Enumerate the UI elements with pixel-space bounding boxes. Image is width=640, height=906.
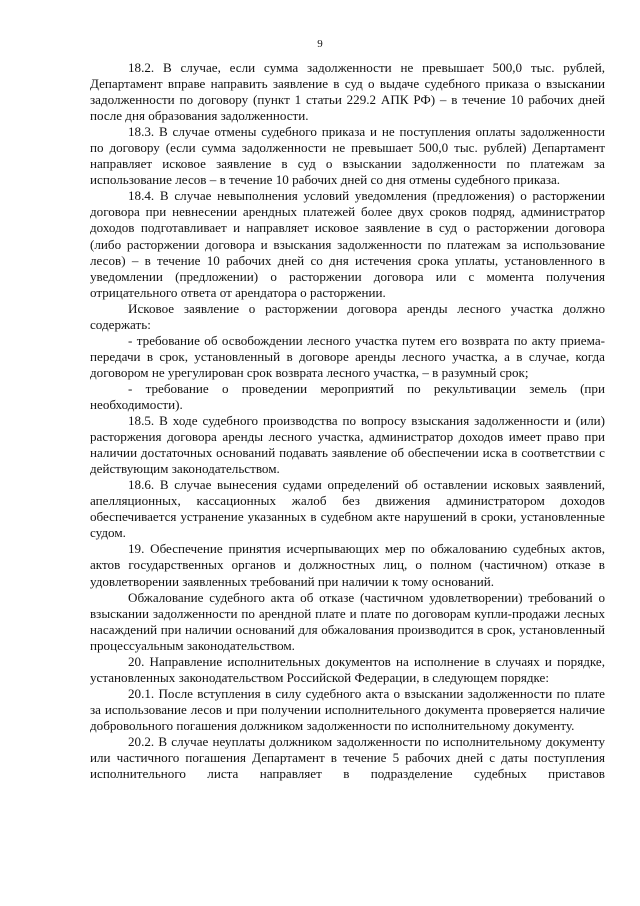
page-number: 9 xyxy=(317,38,323,50)
list-item-return-requirement: - требование об освобождении лесного участка путем его возврата по акту приема-передачи в срок, установленный в договоре аренды лесного участка, а в случае, когда договором не урегулирован срок возврата лесного участка, – в разумный срок; xyxy=(90,332,605,380)
paragraph-19: 19. Обеспечение принятия исчерпывающих мер по обжалованию судебных актов, актов государственных органов и должностных лиц, о полном (частичном) отказе в удовлетворении заявленных требований при наличии к тому оснований. xyxy=(90,541,605,589)
paragraph-18-6: 18.6. В случае вынесения судами определений об оставлении исковых заявлений, апелляционных, кассационных жалоб без движения администратором доходов обеспечивается устранение указанных в судебном акте нарушений в сроки, установленные судом. xyxy=(90,477,605,541)
paragraph-18-4: 18.4. В случае невыполнения условий уведомления (предложения) о расторжении договора при невнесении арендных платежей более двух сроков подряд, администратор доходов подготавливает и направляет исковое заявление в суд о расторжении договора (либо расторжении договора и взыскания задолженности по платежам за использование лесов) – в течение 10 рабочих дней со дня истечения срока уплаты, установленного в уведомлении (предложении) о расторжении договора или с момента получения отрицательного ответа от арендатора о расторжении. xyxy=(90,188,605,300)
list-item-recultivation-requirement: - требование о проведении мероприятий по рекультивации земель (при необходимости). xyxy=(90,380,605,412)
paragraph-20-2: 20.2. В случае неуплаты должником задолженности по исполнительному документу или частичного погашения Департамент в течение 5 рабочих дней с даты поступления исполнительного листа направляет в подразделение судебных приставов xyxy=(90,733,605,782)
paragraph-18-5: 18.5. В ходе судебного производства по вопросу взыскания задолженности и (или) расторжения договора аренды лесного участка, администратор доходов имеет право при наличии достаточных оснований подавать заявление об обеспечении иска в соответствии с действующим законодательством. xyxy=(90,413,605,477)
paragraph-18-3: 18.3. В случае отмены судебного приказа и не поступления оплаты задолженности по договору (если сумма задолженности не превышает 500,0 тыс. рублей) Департамент направляет исковое заявление в суд о взыскании задолженности по платежам за использование лесов – в течение 10 рабочих дней со дня отмены судебного приказа. xyxy=(90,124,605,188)
paragraph-20: 20. Направление исполнительных документов на исполнение в случаях и порядке, установленных законодательством Российской Федерации, в следующем порядке: xyxy=(90,653,605,685)
paragraph-claim-content: Исковое заявление о расторжении договора аренды лесного участка должно содержать: xyxy=(90,300,605,332)
document-body xyxy=(90,60,605,782)
paragraph-appeal: Обжалование судебного акта об отказе (частичном удовлетворении) требований о взыскании задолженности по арендной плате и плате по договорам купли-продажи лесных насаждений при наличии оснований для обжалования производится в срок, установленный процессуальным законодательством. xyxy=(90,589,605,653)
paragraph-18-2: 18.2. В случае, если сумма задолженности не превышает 500,0 тыс. рублей, Департамент вправе направить заявление в суд о выдаче судебного приказа о взыскании задолженности по договору (пункт 1 статьи 229.2 АПК РФ) – в течение 10 рабочих дней после дня образования задолженности. xyxy=(90,60,605,124)
paragraph-20-1: 20.1. После вступления в силу судебного акта о взыскании задолженности по плате за использование лесов и при получении исполнительного документа проверяется наличие добровольного погашения должником задолженности по исполнительному документу. xyxy=(90,685,605,733)
